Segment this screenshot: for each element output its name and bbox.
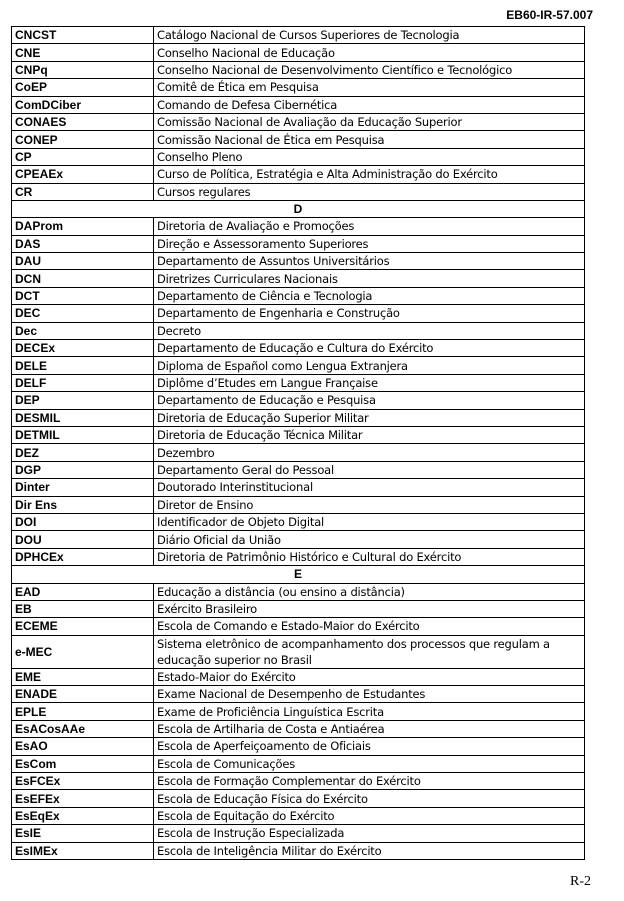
meaning-cell: Conselho Pleno xyxy=(154,148,585,165)
meaning-cell: Exame de Proficiência Linguística Escrita xyxy=(154,703,585,720)
meaning-cell: Departamento de Assuntos Universitários xyxy=(154,253,585,270)
table-row xyxy=(12,807,585,824)
abbreviation-cell: EsAO xyxy=(12,738,154,755)
meaning-cell: Escola de Inteligência Militar do Exército xyxy=(154,842,585,859)
meaning-cell: Departamento de Ciência e Tecnologia xyxy=(154,287,585,304)
abbreviations-table-body xyxy=(12,27,585,860)
table-row xyxy=(12,166,585,183)
abbreviation-cell: DELF xyxy=(12,374,154,391)
table-row xyxy=(12,218,585,235)
meaning-cell: Diretoria de Educação Técnica Militar xyxy=(154,426,585,443)
meaning-cell: Diploma de Español como Lengua Extranjera xyxy=(154,357,585,374)
meaning-cell: Comissão Nacional de Ética em Pesquisa xyxy=(154,131,585,148)
table-row xyxy=(12,738,585,755)
abbreviation-cell: DESMIL xyxy=(12,409,154,426)
abbreviation-cell: EsIMEx xyxy=(12,842,154,859)
table-row xyxy=(12,253,585,270)
meaning-cell: Comando de Defesa Cibernética xyxy=(154,96,585,113)
abbreviation-cell: DAS xyxy=(12,235,154,252)
meaning-cell: Comitê de Ética em Pesquisa xyxy=(154,79,585,96)
meaning-cell: Escola de Comando e Estado-Maior do Exército xyxy=(154,618,585,635)
meaning-cell: Escola de Equitação do Exército xyxy=(154,807,585,824)
table-row xyxy=(12,531,585,548)
abbreviation-cell: CONEP xyxy=(12,131,154,148)
abbreviation-cell: DECEx xyxy=(12,340,154,357)
meaning-cell: Diretoria de Educação Superior Militar xyxy=(154,409,585,426)
table-row xyxy=(12,773,585,790)
abbreviation-cell: DAProm xyxy=(12,218,154,235)
meaning-cell: Conselho Nacional de Educação xyxy=(154,44,585,61)
meaning-cell: Comissão Nacional de Avaliação da Educação Superior xyxy=(154,113,585,130)
table-row xyxy=(12,305,585,322)
abbreviation-cell: ComDCiber xyxy=(12,96,154,113)
meaning-cell: Curso de Política, Estratégia e Alta Administração do Exército xyxy=(154,166,585,183)
table-row xyxy=(12,61,585,78)
table-row xyxy=(12,513,585,530)
meaning-cell: Escola de Educação Física do Exército xyxy=(154,790,585,807)
meaning-cell: Conselho Nacional de Desenvolvimento Científico e Tecnológico xyxy=(154,61,585,78)
abbreviation-cell: DETMIL xyxy=(12,426,154,443)
section-header-row xyxy=(12,566,585,583)
abbreviation-cell: CP xyxy=(12,148,154,165)
meaning-cell: Diplôme d’Etudes em Langue Française xyxy=(154,374,585,391)
abbreviation-cell: EME xyxy=(12,668,154,685)
table-row xyxy=(12,548,585,565)
abbreviation-cell: Dinter xyxy=(12,479,154,496)
abbreviation-cell: CNCST xyxy=(12,27,154,44)
abbreviation-cell: DOI xyxy=(12,513,154,530)
table-row xyxy=(12,825,585,842)
table-row xyxy=(12,148,585,165)
document-id: EB60-IR-57.007 xyxy=(506,8,593,22)
section-letter: D xyxy=(12,200,585,217)
meaning-cell: Escola de Aperfeiçoamento de Oficiais xyxy=(154,738,585,755)
table-row xyxy=(12,444,585,461)
meaning-cell: Estado-Maior do Exército xyxy=(154,668,585,685)
abbreviation-cell: EPLE xyxy=(12,703,154,720)
table-row xyxy=(12,374,585,391)
abbreviation-cell: EsIE xyxy=(12,825,154,842)
meaning-cell: Escola de Artilharia de Costa e Antiaérea xyxy=(154,720,585,737)
table-row xyxy=(12,183,585,200)
table-row xyxy=(12,287,585,304)
page-number: R-2 xyxy=(570,874,591,889)
abbreviation-cell: CoEP xyxy=(12,79,154,96)
abbreviation-cell: ECEME xyxy=(12,618,154,635)
table-row xyxy=(12,755,585,772)
abbreviation-cell: DGP xyxy=(12,461,154,478)
table-row xyxy=(12,96,585,113)
abbreviation-cell: CNE xyxy=(12,44,154,61)
abbreviation-cell: DAU xyxy=(12,253,154,270)
abbreviation-cell: EsCom xyxy=(12,755,154,772)
meaning-cell: Departamento de Educação e Cultura do Exército xyxy=(154,340,585,357)
table-row xyxy=(12,461,585,478)
abbreviation-cell: EAD xyxy=(12,583,154,600)
table-row xyxy=(12,618,585,635)
abbreviation-cell: EsEqEx xyxy=(12,807,154,824)
table-row xyxy=(12,27,585,44)
table-row xyxy=(12,44,585,61)
abbreviation-cell: DEP xyxy=(12,392,154,409)
table-row xyxy=(12,113,585,130)
meaning-cell: Diretoria de Patrimônio Histórico e Cultural do Exército xyxy=(154,548,585,565)
table-row xyxy=(12,426,585,443)
meaning-cell: Diário Oficial da União xyxy=(154,531,585,548)
table-row xyxy=(12,600,585,617)
table-row xyxy=(12,392,585,409)
abbreviation-cell: EsFCEx xyxy=(12,773,154,790)
abbreviation-cell: e-MEC xyxy=(12,635,154,668)
section-header-row xyxy=(12,200,585,217)
meaning-cell: Diretor de Ensino xyxy=(154,496,585,513)
table-row xyxy=(12,322,585,339)
abbreviations-table xyxy=(11,26,585,860)
abbreviation-cell: EsEFEx xyxy=(12,790,154,807)
meaning-cell: Identificador de Objeto Digital xyxy=(154,513,585,530)
abbreviation-cell: EB xyxy=(12,600,154,617)
meaning-cell: Educação a distância (ou ensino a distância) xyxy=(154,583,585,600)
meaning-cell: Departamento de Educação e Pesquisa xyxy=(154,392,585,409)
table-row xyxy=(12,703,585,720)
table-row xyxy=(12,357,585,374)
table-row xyxy=(12,686,585,703)
abbreviation-cell: Dec xyxy=(12,322,154,339)
abbreviation-cell: CNPq xyxy=(12,61,154,78)
table-row xyxy=(12,496,585,513)
meaning-cell: Cursos regulares xyxy=(154,183,585,200)
table-row xyxy=(12,409,585,426)
meaning-cell: Diretoria de Avaliação e Promoções xyxy=(154,218,585,235)
meaning-cell: Escola de Comunicações xyxy=(154,755,585,772)
abbreviation-cell: CPEAEx xyxy=(12,166,154,183)
meaning-cell: Diretrizes Curriculares Nacionais xyxy=(154,270,585,287)
table-row xyxy=(12,842,585,859)
meaning-cell: Sistema eletrônico de acompanhamento dos processos que regulam a educação superior no Brasil xyxy=(154,635,585,668)
table-row xyxy=(12,79,585,96)
table-row xyxy=(12,235,585,252)
table-row xyxy=(12,131,585,148)
meaning-cell: Exército Brasileiro xyxy=(154,600,585,617)
meaning-cell: Decreto xyxy=(154,322,585,339)
meaning-cell: Catálogo Nacional de Cursos Superiores de Tecnologia xyxy=(154,27,585,44)
meaning-cell: Direção e Assessoramento Superiores xyxy=(154,235,585,252)
table-row xyxy=(12,635,585,668)
meaning-cell: Escola de Formação Complementar do Exército xyxy=(154,773,585,790)
table-row xyxy=(12,790,585,807)
table-row xyxy=(12,668,585,685)
meaning-cell: Doutorado Interinstitucional xyxy=(154,479,585,496)
table-row xyxy=(12,479,585,496)
meaning-cell: Escola de Instrução Especializada xyxy=(154,825,585,842)
table-row xyxy=(12,583,585,600)
abbreviation-cell: DELE xyxy=(12,357,154,374)
meaning-cell: Exame Nacional de Desempenho de Estudantes xyxy=(154,686,585,703)
meaning-cell: Dezembro xyxy=(154,444,585,461)
abbreviation-cell: EsACosAAe xyxy=(12,720,154,737)
abbreviation-cell: CONAES xyxy=(12,113,154,130)
abbreviation-cell: DEZ xyxy=(12,444,154,461)
section-letter: E xyxy=(12,566,585,583)
table-row xyxy=(12,340,585,357)
abbreviation-cell: Dir Ens xyxy=(12,496,154,513)
abbreviation-cell: CR xyxy=(12,183,154,200)
abbreviation-cell: DCN xyxy=(12,270,154,287)
meaning-cell: Departamento Geral do Pessoal xyxy=(154,461,585,478)
abbreviation-cell: DOU xyxy=(12,531,154,548)
abbreviation-cell: DCT xyxy=(12,287,154,304)
table-row xyxy=(12,270,585,287)
abbreviation-cell: ENADE xyxy=(12,686,154,703)
abbreviation-cell: DPHCEx xyxy=(12,548,154,565)
meaning-cell: Departamento de Engenharia e Construção xyxy=(154,305,585,322)
table-row xyxy=(12,720,585,737)
abbreviation-cell: DEC xyxy=(12,305,154,322)
